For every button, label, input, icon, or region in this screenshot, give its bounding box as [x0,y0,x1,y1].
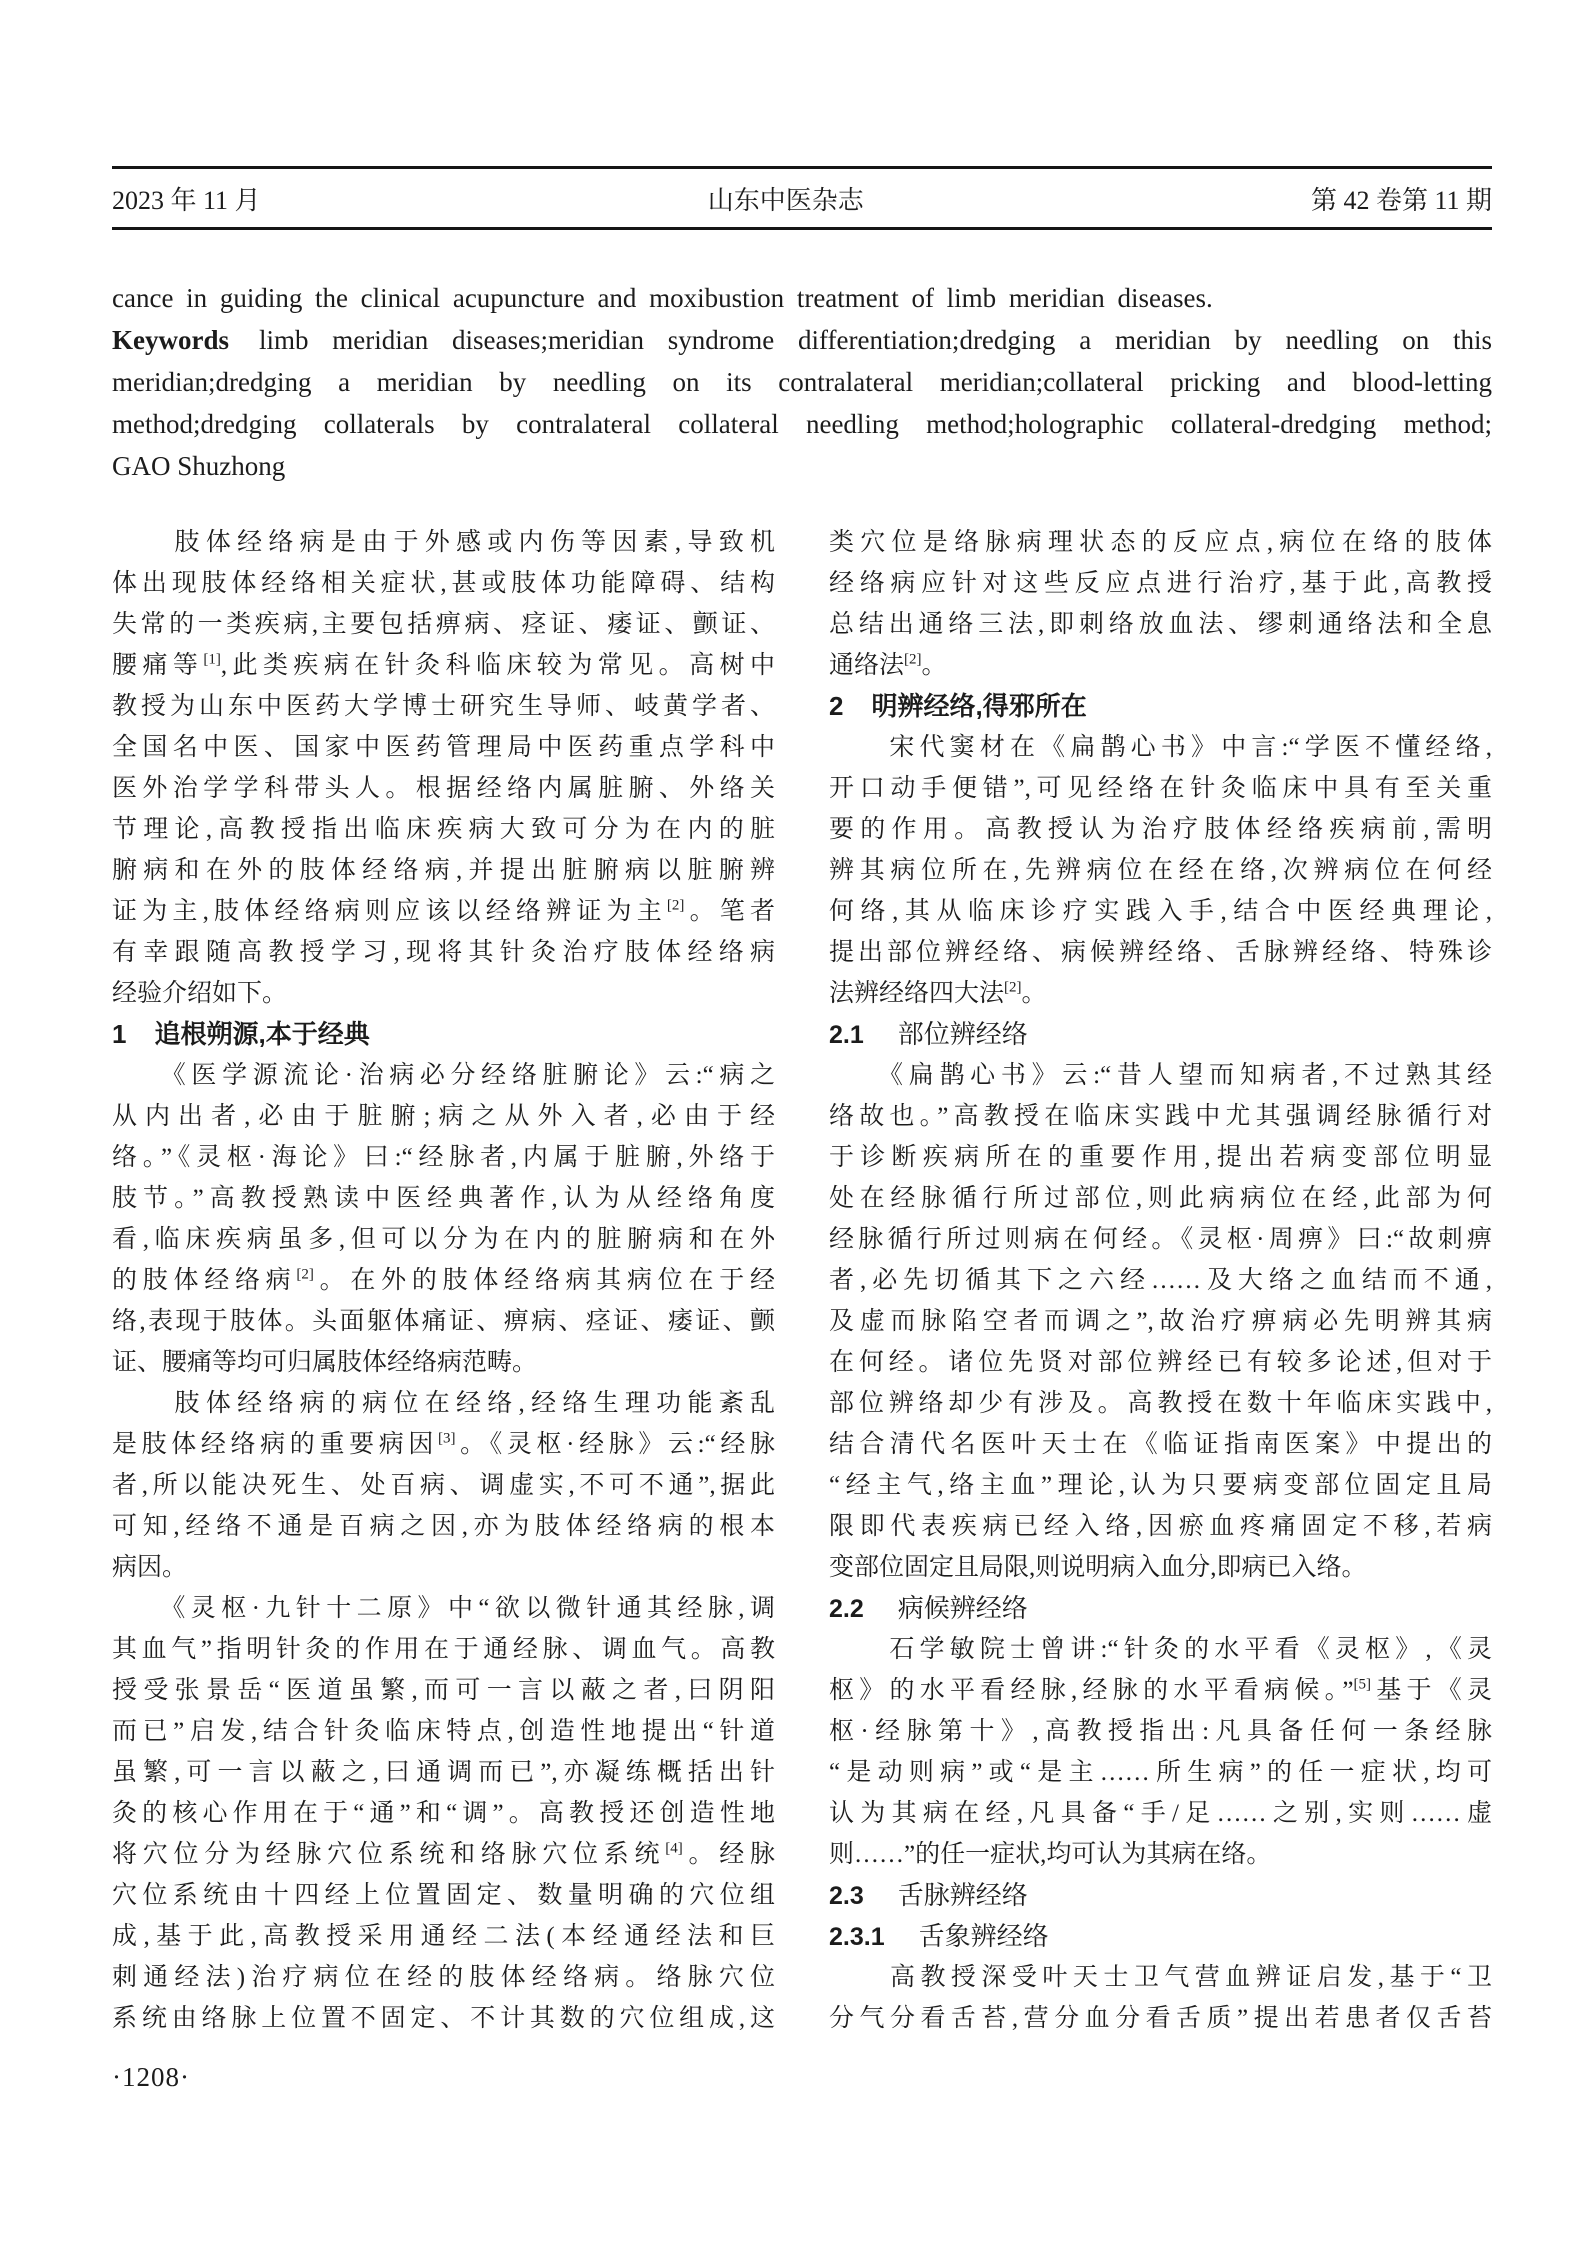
section-heading [112,1014,775,1055]
text-line: 而已”启发,结合针灸临床特点,创造性地提出“针道 [112,1718,775,1745]
keywords-label: Keywords [112,325,229,355]
text-line: 其血气”指明针灸的作用在于通经脉、调血气。高教 [112,1636,775,1663]
text-line: 总结出通络三法,即刺络放血法、缪刺通络法和全息 [829,611,1492,638]
text-line: 体出现肢体经络相关症状,甚或肢体功能障碍、结构 [112,570,775,597]
text-line: 限即代表疾病已经入络,因瘀血疼痛固定不移,若病 [829,1513,1492,1540]
text-line: 认为其病在经,凡具备“手/足……之别,实则……虚 [829,1800,1492,1827]
text-line: 络故也。”高教授在临床实践中尤其强调经脉循行对 [829,1103,1492,1130]
header-issue: 第 42 卷第 11 期 [1310,185,1492,215]
text-line: 腰痛等[1],此类疾病在针灸科临床较为常见。高树中 [112,651,775,679]
text-line: 肢节。”高教授熟读中医经典著作,认为从经络角度 [112,1185,775,1212]
text-line: 处在经脉循行所过部位,则此病病位在经,此部为何 [829,1185,1492,1212]
text-line: 虽繁,可一言以蔽之,曰通调而已”,亦凝练概括出针 [112,1759,775,1786]
text-line: 提出部位辨经络、病候辨经络、舌脉辨经络、特殊诊 [829,939,1492,966]
heading-text: 舌象辨经络 [918,1922,1049,1951]
text-line: 者,必先切循其下之六经……及大络之血结而不通, [829,1267,1492,1294]
text-line: 穴位系统由十四经上位置固定、数量明确的穴位组 [112,1882,775,1909]
heading-number: 2.3.1 [829,1923,885,1951]
text-line: 分气分看舌苔,营分血分看舌质”提出若患者仅舌苔 [829,2005,1492,2032]
text-line: 辨其病位所在,先辨病位在经在络,次辨病位在何经 [829,857,1492,884]
subsection-heading [829,1916,1492,1957]
text-line: 全国名中医、国家中医药管理局中医药重点学科中 [112,734,775,761]
text-line: 肢体经络病的病位在经络,经络生理功能紊乱 [112,1390,775,1417]
text-line: 经络病应针对这些反应点进行治疗,基于此,高教授 [829,570,1492,597]
section-heading [829,686,1492,727]
reference-marker: [2] [296,1266,314,1283]
journal-title: 山东中医杂志 [707,185,864,215]
subsection-heading [829,1875,1492,1916]
text-line: 灸的核心作用在于“通”和“调”。高教授还创造性地 [112,1800,775,1827]
text-line: 教授为山东中医药大学博士研究生导师、岐黄学者、 [112,693,775,720]
text-line: 病因。 [112,1554,188,1581]
text-line: 系统由络脉上位置不固定、不计其数的穴位组成,这 [112,2005,775,2032]
article-body [112,522,1492,2039]
text-line: 刺通经法)治疗病位在经的肢体经络病。络脉穴位 [112,1964,775,1991]
english-abstract [112,277,1492,487]
heading-number: 1 [112,1019,127,1049]
reference-marker: [5] [1353,1676,1371,1693]
reference-marker: [2] [666,897,685,914]
keywords-line: meridian;dredging a meridian by needling on its contralateral meridian;collateral pricking and blood-letting [112,367,1492,397]
text-line: “是动则病”或“是主……所生病”的任一症状,均可 [829,1759,1492,1786]
text-line: 何络,其从临床诊疗实践入手,结合中医经典理论, [829,898,1492,925]
author-name: GAO Shuzhong [112,451,286,481]
subsection-heading [829,1014,1492,1055]
text-line: 《医学源流论·治病必分经络脏腑论》云:“病之 [112,1062,775,1089]
subsection-heading [829,1588,1492,1629]
text-line: 腑病和在外的肢体经络病,并提出脏腑病以脏腑辨 [112,857,775,884]
text-line: 证、腰痛等均可归属肢体经络病范畴。 [112,1349,538,1376]
heading-number: 2.1 [829,1021,864,1049]
text-line: 是肢体经络病的重要病因[3]。《灵枢·经脉》云:“经脉 [112,1430,775,1458]
text-line: 节理论,高教授指出临床疾病大致可分为在内的脏 [112,816,775,843]
text-line: 部位辨络却少有涉及。高教授在数十年临床实践中, [829,1390,1492,1417]
text-line: 授受张景岳“医道虽繁,而可一言以蔽之者,曰阴阳 [112,1677,775,1704]
heading-number: 2.3 [829,1882,864,1910]
heading-text: 明辨经络,得邪所在 [871,691,1087,721]
heading-text: 舌脉辨经络 [897,1881,1028,1910]
text-line: 结合清代名医叶天士在《临证指南医案》中提出的 [829,1431,1492,1458]
text-line: 《灵枢·九针十二原》中“欲以微针通其经脉,调 [112,1595,775,1622]
right-column [829,522,1492,2039]
text-line: 证为主,肢体经络病则应该以经络辨证为主[2]。笔者 [112,897,775,925]
text-line: 将穴位分为经脉穴位系统和络脉穴位系统[4]。经脉 [112,1840,775,1868]
text-line: 经验介绍如下。 [112,980,288,1007]
text-line: 宋代窦材在《扁鹊心书》中言:“学医不懂经络, [829,734,1492,761]
text-line: 法辨经络四大法[2]。 [829,979,1047,1007]
text-line: 从内出者,必由于脏腑;病之从外入者,必由于经 [112,1103,775,1130]
keywords-text: limb meridian diseases;meridian syndrome differentiation;dredging a meridian by needling on this [259,325,1492,355]
text-line: 变部位固定且局限,则说明病入血分,即病已入络。 [829,1554,1367,1581]
reference-marker: [1] [203,651,221,668]
text-line: 类穴位是络脉病理状态的反应点,病位在络的肢体 [829,529,1492,556]
text-line: 在何经。诸位先贤对部位辨经已有较多论述,但对于 [829,1349,1492,1376]
text-line: 及虚而脉陷空者而调之”,故治疗痹病必先明辨其病 [829,1308,1492,1335]
heading-text: 病候辨经络 [897,1594,1028,1623]
text-line: 失常的一类疾病,主要包括痹病、痉证、痿证、颤证、 [112,611,775,638]
text-line: 的肢体经络病[2]。在外的肢体经络病其病位在于经 [112,1266,775,1294]
heading-number: 2.2 [829,1595,864,1623]
text-line: 成,基于此,高教授采用通经二法(本经通经法和巨 [112,1923,775,1950]
text-line: 枢·经脉第十》,高教授指出:凡具备任何一条经脉 [829,1718,1492,1745]
keywords-line: method;dredging collaterals by contralateral collateral needling method;holographic collateral-dredging method; [112,409,1492,439]
text-line: 有幸跟随高教授学习,现将其针灸治疗肢体经络病 [112,939,775,966]
heading-number: 2 [829,691,844,721]
reference-marker: [3] [438,1430,456,1447]
page-number: ·1208· [112,2062,190,2092]
reference-marker: [2] [1004,979,1022,996]
text-line: 医外治学学科带头人。根据经络内属脏腑、外络关 [112,775,775,802]
text-line: 枢》的水平看经脉,经脉的水平看病候。”[5]基于《灵 [829,1676,1492,1704]
text-line: 看,临床疾病虽多,但可以分为在内的脏腑病和在外 [112,1226,775,1253]
header-date: 2023 年 11 月 [112,185,261,215]
keywords-line [112,319,1492,361]
text-line: 开口动手便错”,可见经络在针灸临床中具有至关重 [829,775,1492,802]
text-line: 于诊断疾病所在的重要作用,提出若病变部位明显 [829,1144,1492,1171]
heading-text: 部位辨经络 [897,1020,1028,1049]
running-header [112,166,1492,230]
text-line: 通络法[2]。 [829,651,947,679]
text-line: 者,所以能决死生、处百病、调虚实,不可不通”,据此 [112,1472,775,1499]
text-line: 高教授深受叶天士卫气营血辨证启发,基于“卫 [829,1964,1492,1991]
text-line: 络。”《灵枢·海论》曰:“经脉者,内属于脏腑,外络于 [112,1144,775,1171]
text-line: 要的作用。高教授认为治疗肢体经络疾病前,需明 [829,816,1492,843]
reference-marker: [4] [665,1840,683,1857]
text-line: 则……”的任一症状,均可认为其病在络。 [829,1841,1272,1868]
reference-marker: [2] [904,651,922,668]
text-line: 经脉循行所过则病在何经。《灵枢·周痹》曰:“故刺痹 [829,1226,1492,1253]
heading-text: 追根朔源,本于经典 [154,1019,370,1049]
text-line: 石学敏院士曾讲:“针灸的水平看《灵枢》,《灵 [829,1636,1492,1663]
text-line: 《扁鹊心书》云:“昔人望而知病者,不过熟其经 [829,1062,1492,1089]
text-line: 可知,经络不通是百病之因,亦为肢体经络病的根本 [112,1513,775,1540]
text-line: 络,表现于肢体。头面躯体痛证、痹病、痉证、痿证、颤 [112,1308,775,1335]
left-column [112,522,775,2039]
text-line: 肢体经络病是由于外感或内伤等因素,导致机 [112,529,775,556]
abstract-line: cance in guiding the clinical acupuncture and moxibustion treatment of limb meridian diseases. [112,283,1213,313]
text-line: “经主气,络主血”理论,认为只要病变部位固定且局 [829,1472,1492,1499]
